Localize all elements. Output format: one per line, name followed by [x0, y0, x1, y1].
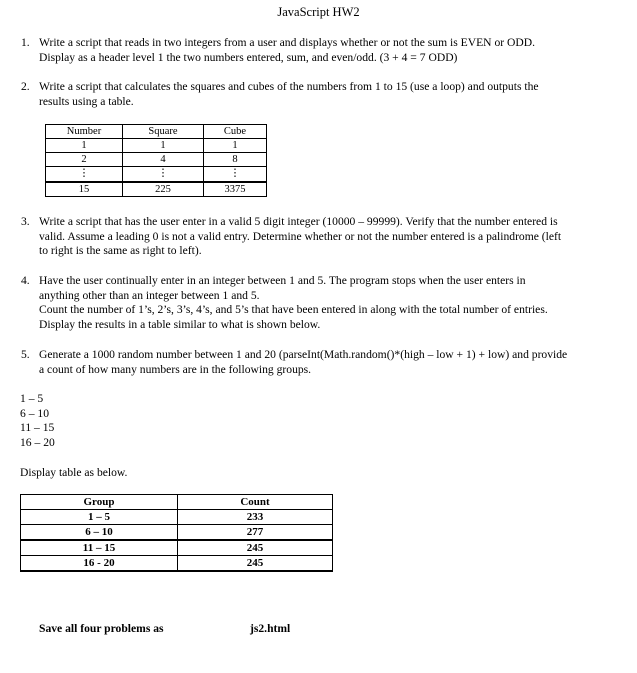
table-header: Cube [204, 125, 267, 139]
question-line: Count the number of 1’s, 2’s, 3’s, 4’s, and 5’s that have been entered in along with the total number of entries. [39, 303, 548, 316]
list-item: 16 – 20 [20, 435, 55, 449]
question-line: valid. Assume a leading 0 is not a valid entry. Determine whether or not the number entered is a palindrome (left [39, 229, 562, 243]
question-number: 1. [21, 36, 30, 49]
display-note: Display table as below. [20, 466, 128, 479]
table-cell: 1 [46, 139, 123, 153]
table-header: Square [123, 125, 204, 139]
table-cell: ⋮ [204, 167, 267, 183]
table-row [46, 182, 267, 197]
question-number: 4. [21, 274, 30, 287]
table-cell: 15 [46, 182, 123, 197]
table-header-row [21, 495, 333, 510]
table-row [46, 167, 267, 183]
table-cell: 245 [178, 540, 333, 556]
groups-list [20, 392, 55, 450]
table-cell: 245 [178, 556, 333, 572]
table-row [21, 525, 333, 541]
question-line: anything other than an integer between 1 and 5. [39, 288, 260, 302]
question-line: a count of how many numbers are in the following groups. [39, 362, 312, 376]
table-header: Number [46, 125, 123, 139]
table-row [46, 139, 267, 153]
table-cell: 8 [204, 153, 267, 167]
table-row [46, 153, 267, 167]
question-number: 3. [21, 215, 30, 228]
table-row [21, 540, 333, 556]
question-number: 2. [21, 80, 30, 93]
table-cell: 16 - 20 [21, 556, 178, 572]
question-line: Display as a header level 1 the two numbers entered, sum, and even/odd. (3 + 4 = 7 ODD) [39, 50, 458, 64]
table-cell: 3375 [204, 182, 267, 197]
table-row [21, 556, 333, 572]
table-row [21, 510, 333, 525]
question-line: Write a script that has the user enter in a valid 5 digit integer (10000 – 99999). Verify that the number entered is [39, 215, 558, 228]
table-cell: 2 [46, 153, 123, 167]
table-cell: ⋮ [123, 167, 204, 183]
list-item: 1 – 5 [20, 392, 44, 405]
question-line: to right is the same as right to left). [39, 244, 202, 257]
table-cell: 233 [178, 510, 333, 525]
table-cell: 6 – 10 [21, 525, 178, 541]
question-line: Have the user continually enter in an integer between 1 and 5. The program stops when the user enters in [39, 274, 526, 287]
table-header: Group [21, 495, 178, 510]
table-cell: ⋮ [46, 167, 123, 183]
squares-cubes-table [45, 124, 267, 197]
save-instruction: Save all four problems as [39, 622, 164, 635]
group-count-table [20, 494, 333, 572]
table-header-row [46, 125, 267, 139]
table-cell: 11 – 15 [21, 540, 178, 556]
question-number: 5. [21, 348, 30, 361]
page-title: JavaScript HW2 [277, 5, 360, 19]
table-cell: 225 [123, 182, 204, 197]
save-filename: js2.html [250, 622, 291, 635]
table-cell: 1 [204, 139, 267, 153]
list-item: 6 – 10 [20, 406, 49, 420]
question-line: Write a script that calculates the squares and cubes of the numbers from 1 to 15 (use a loop) and outputs the [39, 80, 539, 93]
list-item: 11 – 15 [20, 421, 55, 434]
table-cell: 4 [123, 153, 204, 167]
table-header: Count [178, 495, 333, 510]
question-line: Display the results in a table similar to what is shown below. [39, 317, 321, 331]
table-cell: 277 [178, 525, 333, 541]
table-cell: 1 [123, 139, 204, 153]
question-line: Generate a 1000 random number between 1 and 20 (parseInt(Math.random()*(high – low + 1) + low) and provide [39, 348, 568, 361]
table-cell: 1 – 5 [21, 510, 178, 525]
question-line: Write a script that reads in two integers from a user and displays whether or not the sum is EVEN or ODD. [39, 36, 536, 49]
question-line: results using a table. [39, 94, 134, 108]
